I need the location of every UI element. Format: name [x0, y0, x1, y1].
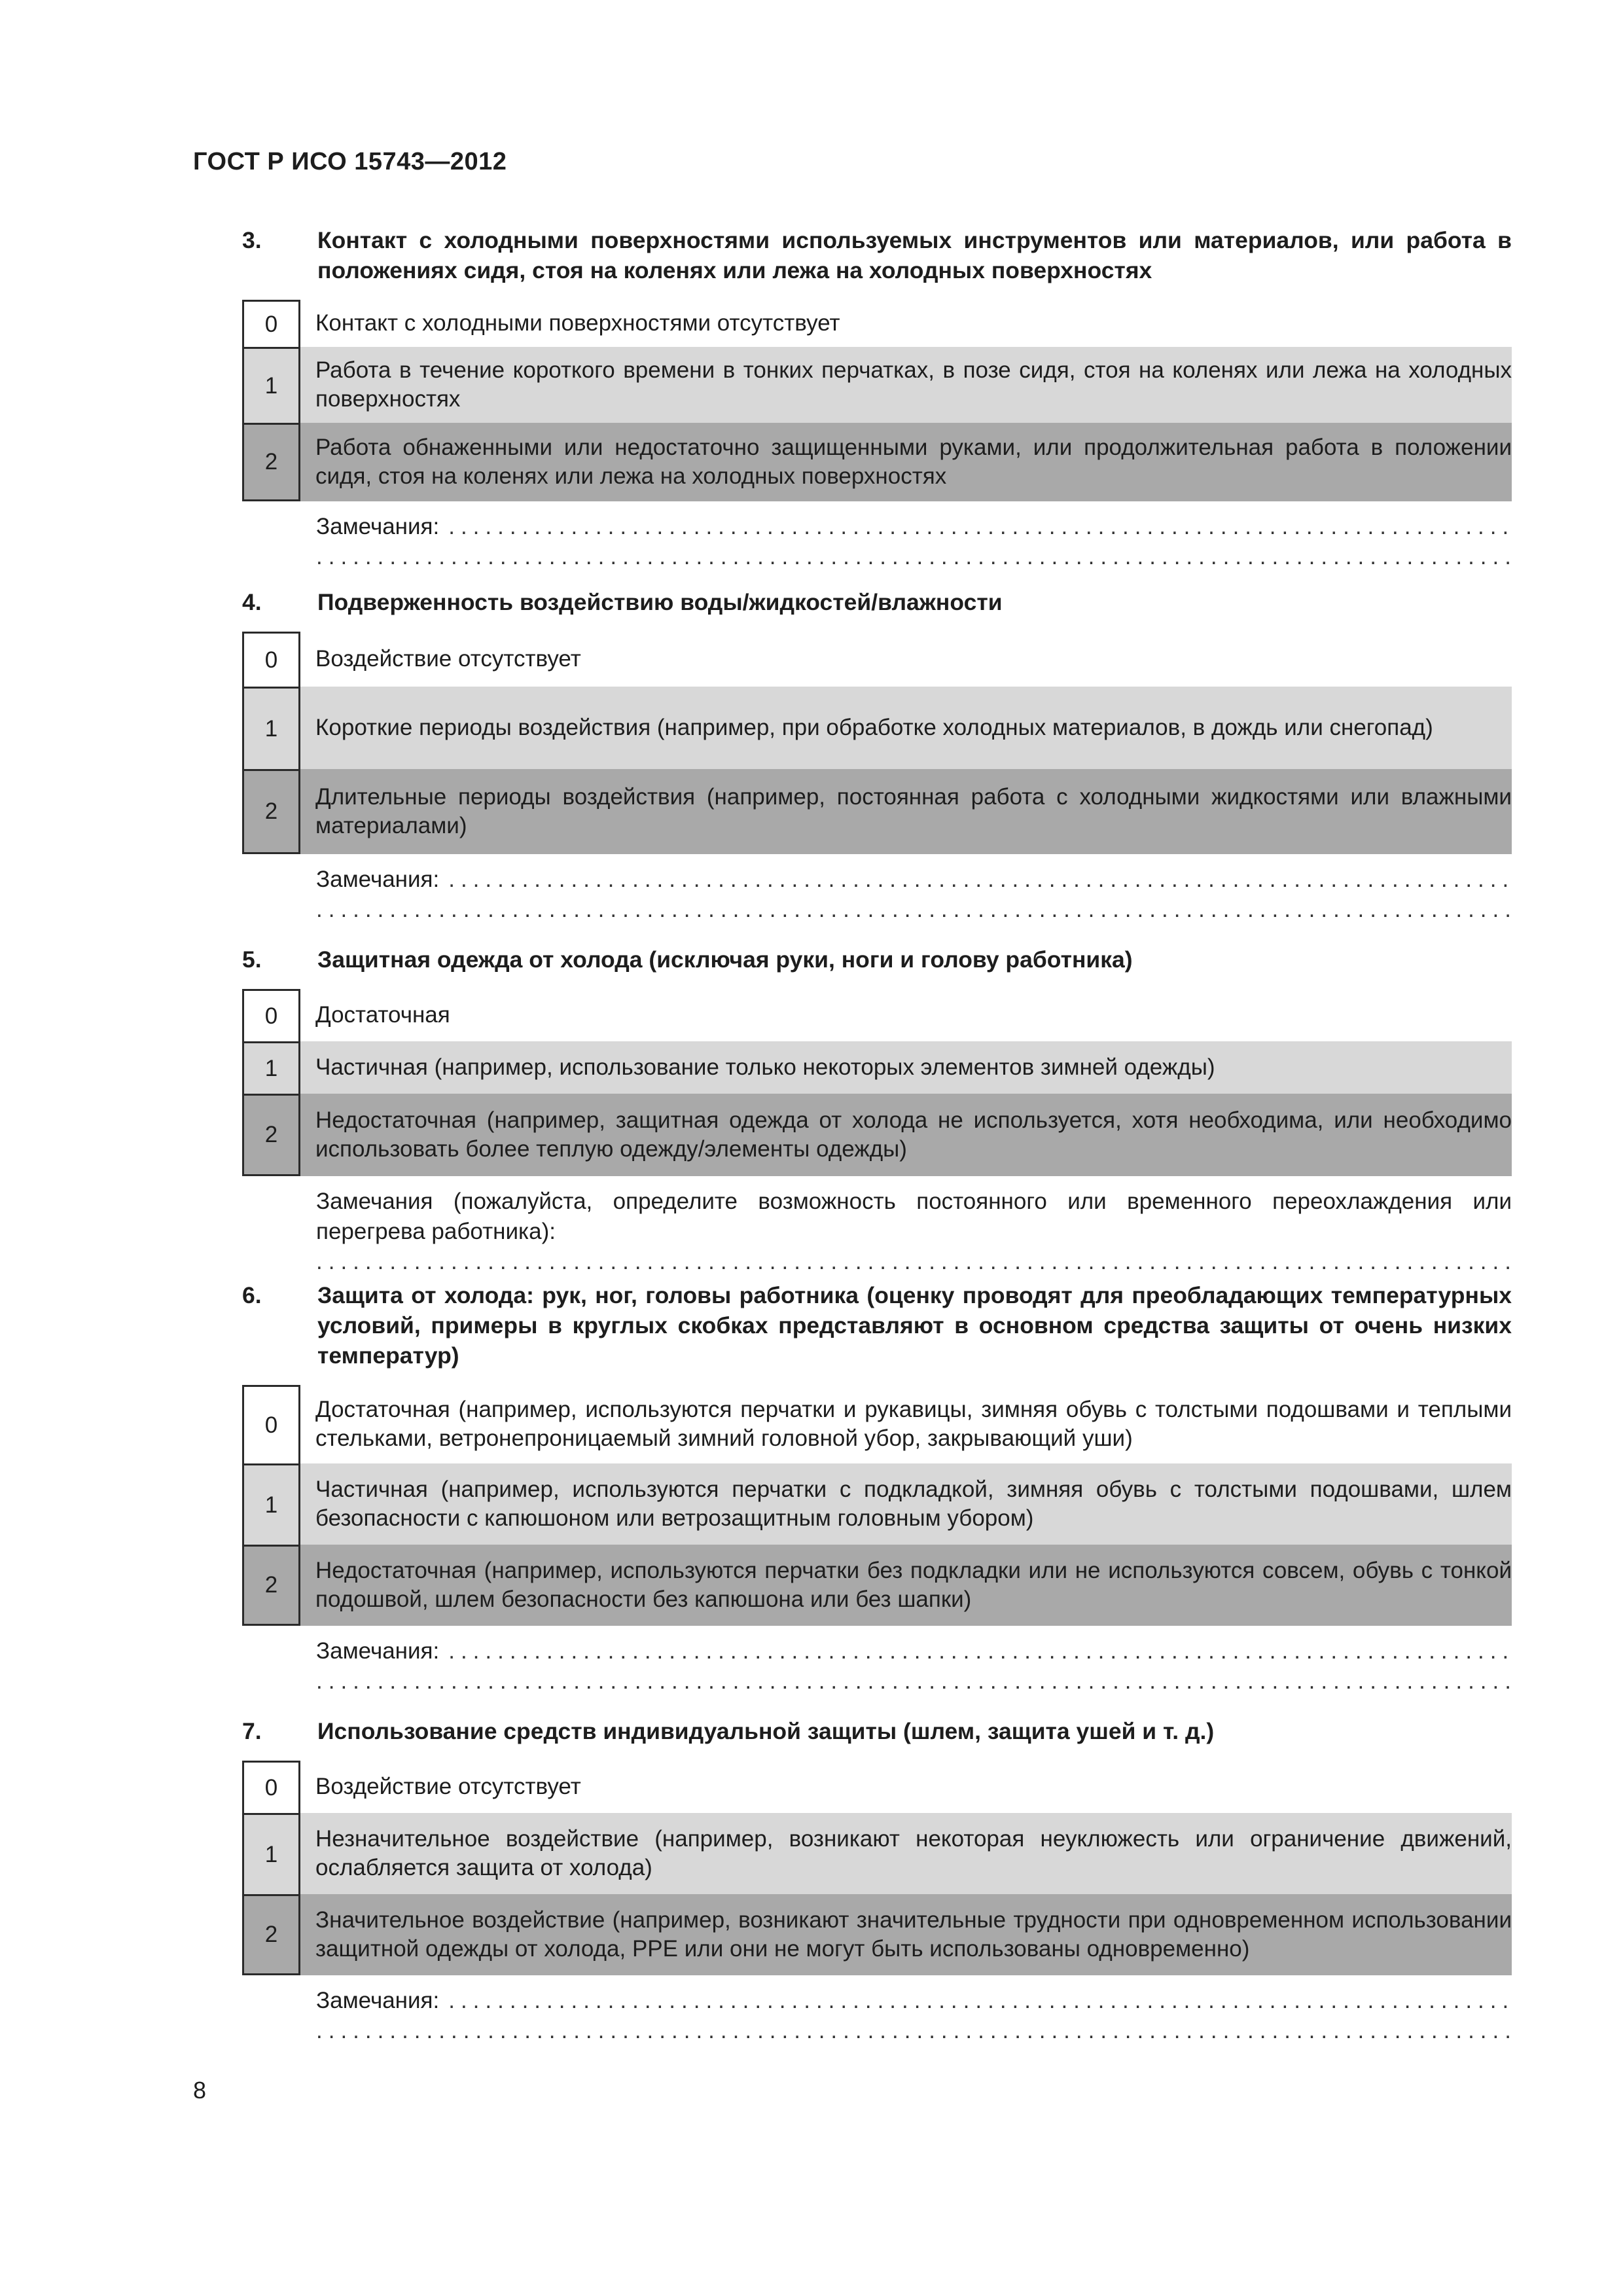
question-section-3 — [242, 225, 1512, 572]
remarks-dotted-line[interactable] — [316, 895, 1512, 925]
rating-description: Частичная (например, используются перчатки с подкладкой, зимняя обувь с толстыми подошвами, шлем безопасности с капюшоном или ветрозащитным головным убором) — [300, 1463, 1512, 1545]
rating-description: Частичная (например, использование только некоторых элементов зимней одежды) — [300, 1041, 1512, 1094]
rating-option-1[interactable] — [242, 1041, 1512, 1094]
remarks-field[interactable] — [316, 865, 1512, 925]
question-section-7 — [242, 1716, 1512, 2046]
question-section-6 — [242, 1280, 1512, 1696]
question-text: Защитная одежда от холода (исключая руки, ноги и голову работника) — [317, 946, 1133, 973]
question-title — [242, 1280, 1512, 1371]
remarks-field[interactable] — [316, 1636, 1512, 1696]
rating-description: Достаточная — [300, 989, 1512, 1041]
rating-option-0[interactable] — [242, 300, 1512, 347]
rating-option-1[interactable] — [242, 1463, 1512, 1545]
rating-code[interactable]: 2 — [242, 423, 300, 501]
rating-code[interactable]: 0 — [242, 1385, 300, 1463]
rating-description: Короткие периоды воздействия (например, при обработке холодных материалов, в дождь или снегопад) — [300, 687, 1512, 769]
rating-table — [242, 632, 1512, 854]
rating-code[interactable]: 1 — [242, 1813, 300, 1894]
question-section-4 — [242, 587, 1512, 925]
rating-code[interactable]: 2 — [242, 769, 300, 854]
rating-description: Достаточная (например, используются перчатки и рукавицы, зимняя обувь с толстыми подошвами и теплыми стельками, ветронепроницаемый зимний головной убор, закрывающий уши) — [300, 1385, 1512, 1463]
rating-code[interactable]: 0 — [242, 989, 300, 1041]
rating-option-2[interactable] — [242, 1094, 1512, 1176]
question-section-5 — [242, 944, 1512, 1277]
rating-description: Длительные периоды воздействия (например, постоянная работа с холодными жидкостями или влажными материалами) — [300, 769, 1512, 854]
remarks-dotted-line[interactable] — [316, 2016, 1512, 2046]
remarks-dotted-line[interactable] — [316, 1247, 1512, 1277]
remarks-dotted-line[interactable] — [448, 1986, 1512, 2016]
rating-option-0[interactable] — [242, 632, 1512, 687]
rating-code[interactable]: 1 — [242, 347, 300, 423]
rating-option-2[interactable] — [242, 1894, 1512, 1975]
remarks-label: Замечания (пожалуйста, определите возможность постоянного или временного переохлаждения или перегрева работника): — [316, 1189, 1512, 1244]
remarks-field[interactable] — [316, 512, 1512, 572]
rating-option-2[interactable] — [242, 1545, 1512, 1626]
remarks-label: Замечания: — [316, 1988, 440, 2013]
rating-code[interactable]: 0 — [242, 1761, 300, 1813]
remarks-field[interactable] — [316, 1986, 1512, 2046]
question-number: 6. — [242, 1282, 262, 1308]
rating-code[interactable]: 0 — [242, 632, 300, 687]
remarks-dotted-line[interactable] — [448, 512, 1512, 542]
question-number: 4. — [242, 589, 262, 615]
rating-table — [242, 300, 1512, 501]
rating-code[interactable]: 2 — [242, 1545, 300, 1626]
question-title — [242, 1716, 1512, 1746]
rating-option-0[interactable] — [242, 1761, 1512, 1813]
remarks-field[interactable] — [316, 1187, 1512, 1277]
remarks-label: Замечания: — [316, 867, 440, 892]
question-title — [242, 587, 1512, 617]
question-title — [242, 225, 1512, 285]
remarks-dotted-line[interactable] — [316, 542, 1512, 572]
remarks-dotted-line[interactable] — [448, 865, 1512, 895]
rating-table — [242, 1385, 1512, 1626]
rating-code[interactable]: 1 — [242, 1463, 300, 1545]
rating-description: Воздействие отсутствует — [300, 1761, 1512, 1813]
rating-code[interactable]: 1 — [242, 687, 300, 769]
rating-description: Работа в течение короткого времени в тонких перчатках, в позе сидя, стоя на коленях или лежа на холодных поверхностях — [300, 347, 1512, 423]
rating-description: Недостаточная (например, используются перчатки без подкладки или не используются совсем, обувь с тонкой подошвой, шлем безопасности без капюшона или без шапки) — [300, 1545, 1512, 1626]
rating-option-0[interactable] — [242, 1385, 1512, 1463]
rating-description: Воздействие отсутствует — [300, 632, 1512, 687]
rating-code[interactable]: 2 — [242, 1894, 300, 1975]
rating-description: Значительное воздействие (например, возникают значительные трудности при одновременном использовании защитной одежды от холода, PPE или они не могут быть использованы одновременно) — [300, 1894, 1512, 1975]
question-number: 7. — [242, 1718, 262, 1744]
remarks-label: Замечания: — [316, 514, 440, 539]
rating-code[interactable]: 0 — [242, 300, 300, 347]
remarks-label: Замечания: — [316, 1638, 440, 1664]
question-text: Подверженность воздействию воды/жидкостей/влажности — [317, 589, 1003, 615]
rating-option-1[interactable] — [242, 687, 1512, 769]
question-text: Защита от холода: рук, ног, головы работника (оценку проводят для преобладающих температурных условий, примеры в круглых скобках представляют в основном средства защиты от очень низких температур) — [317, 1282, 1512, 1369]
rating-option-1[interactable] — [242, 1813, 1512, 1894]
remarks-dotted-line[interactable] — [448, 1636, 1512, 1666]
rating-code[interactable]: 2 — [242, 1094, 300, 1176]
page-number: 8 — [193, 2077, 207, 2104]
rating-option-1[interactable] — [242, 347, 1512, 423]
rating-option-0[interactable] — [242, 989, 1512, 1041]
question-title — [242, 944, 1512, 975]
rating-option-2[interactable] — [242, 423, 1512, 501]
question-text: Использование средств индивидуальной защиты (шлем, защита ушей и т. д.) — [317, 1718, 1215, 1744]
rating-description: Контакт с холодными поверхностями отсутствует — [300, 300, 1512, 347]
question-text: Контакт с холодными поверхностями используемых инструментов или материалов, или работа в положениях сидя, стоя на коленях или лежа на холодных поверхностях — [317, 227, 1512, 283]
rating-table — [242, 989, 1512, 1176]
document-header: ГОСТ Р ИСО 15743—2012 — [193, 148, 507, 175]
rating-code[interactable]: 1 — [242, 1041, 300, 1094]
rating-option-2[interactable] — [242, 769, 1512, 854]
rating-description: Незначительное воздействие (например, возникают некоторая неуклюжесть или ограничение движений, ослабляется защита от холода) — [300, 1813, 1512, 1894]
question-number: 5. — [242, 946, 262, 973]
rating-table — [242, 1761, 1512, 1975]
remarks-dotted-line[interactable] — [316, 1666, 1512, 1696]
rating-description: Работа обнаженными или недостаточно защищенными руками, или продолжительная работа в положении сидя, стоя на коленях или лежа на холодных поверхностях — [300, 423, 1512, 501]
rating-description: Недостаточная (например, защитная одежда от холода не используется, хотя необходима, или необходимо использовать более теплую одежду/элементы одежды) — [300, 1094, 1512, 1176]
question-number: 3. — [242, 227, 262, 253]
